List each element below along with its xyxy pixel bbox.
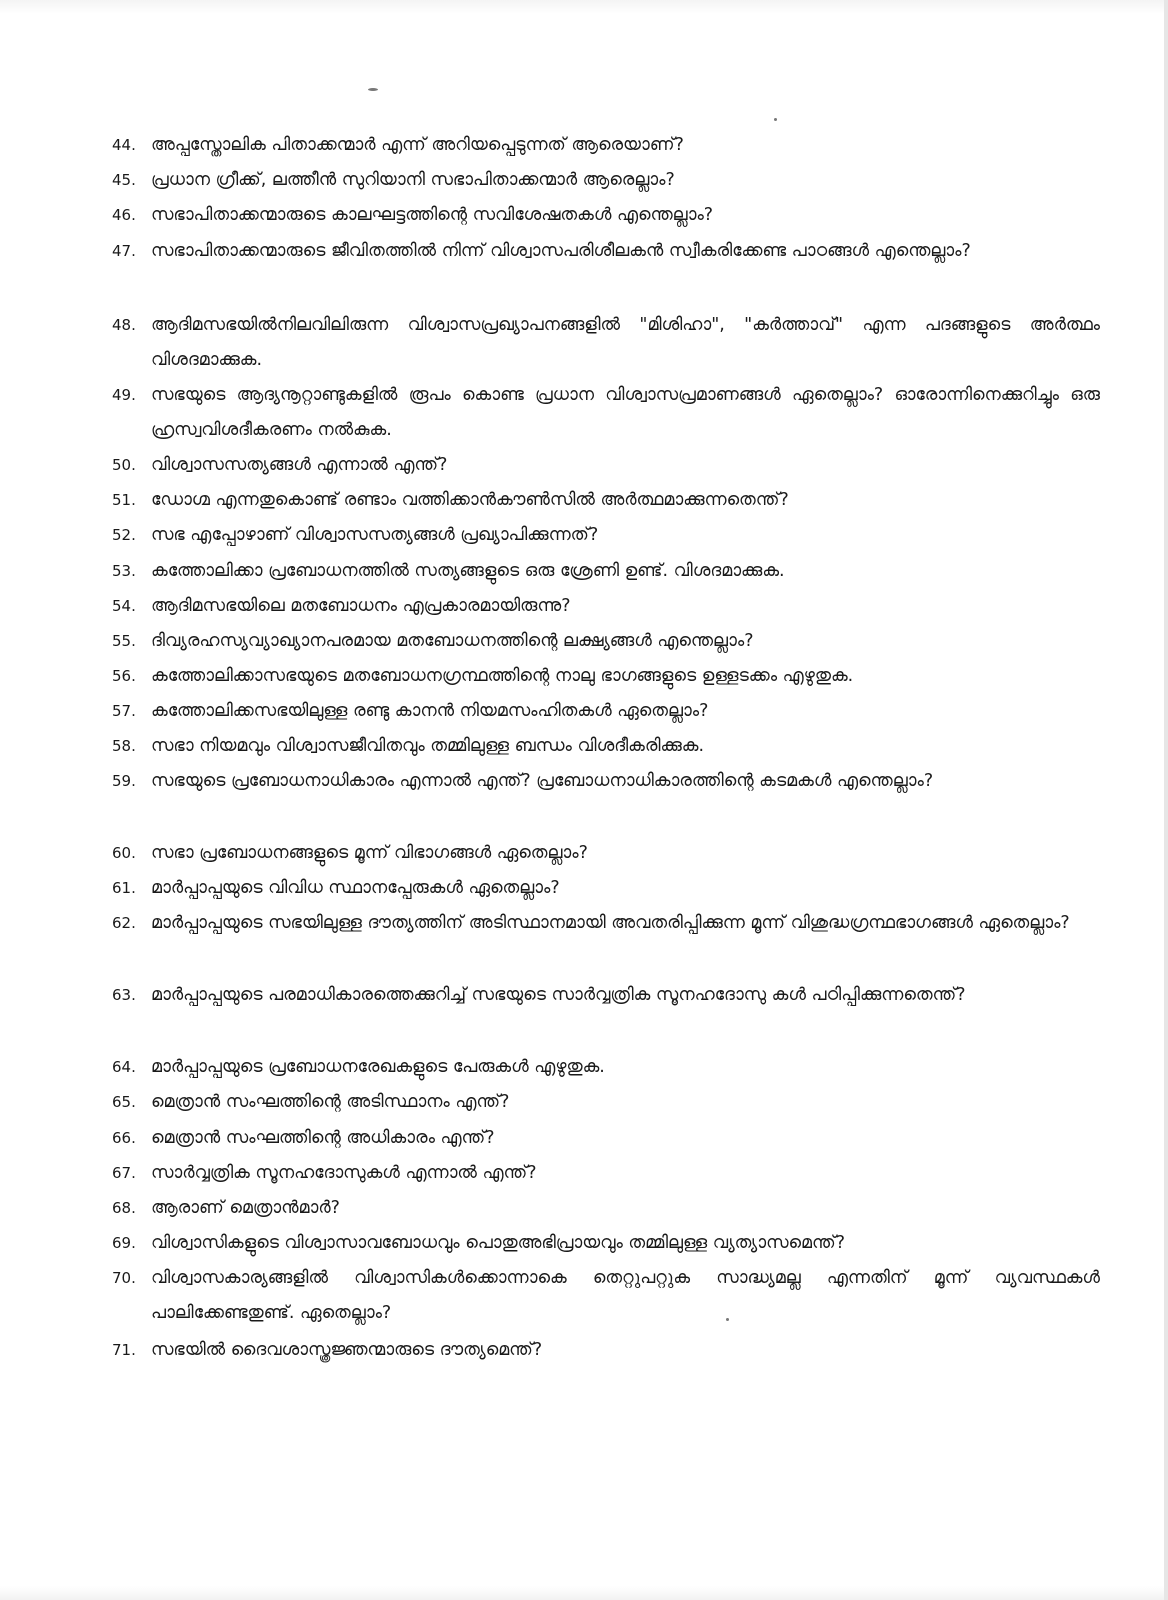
question-item xyxy=(112,1050,1100,1085)
question-text: കത്തോലിക്കാസഭയുടെ മതബോധനഗ്രന്ഥത്തിന്റെ നാലു ഭാഗങ്ങളുടെ ഉള്ളടക്കം എഴുതുക. xyxy=(151,666,854,686)
question-item xyxy=(112,198,1100,233)
question-number: 49. xyxy=(112,386,136,404)
question-number: 67. xyxy=(112,1164,136,1182)
question-item xyxy=(112,836,1100,871)
question-number: 53. xyxy=(112,562,136,580)
question-number: 61. xyxy=(112,879,136,897)
question-item xyxy=(112,871,1100,906)
question-text: ഡോഗ്മ എന്നതുകൊണ്ട് രണ്ടാം വത്തിക്കാൻകൗൺസിൽ അർത്ഥമാക്കുന്നതെന്ത്? xyxy=(151,490,789,510)
question-number: 64. xyxy=(112,1058,136,1076)
question-number: 50. xyxy=(112,456,136,474)
question-item xyxy=(112,978,1100,1013)
question-item xyxy=(112,554,1100,589)
question-number: 71. xyxy=(112,1341,136,1359)
question-item xyxy=(112,128,1100,163)
question-text: വിശ്വാസസത്യങ്ങൾ എന്നാൽ എന്ത്? xyxy=(151,455,448,475)
question-number: 58. xyxy=(112,737,136,755)
question-text: സഭയുടെ പ്രബോധനാധികാരം എന്നാൽ എന്ത്? പ്രബോധനാധികാരത്തിന്റെ കടമകൾ എന്തെല്ലാം? xyxy=(151,771,934,791)
question-number: 52. xyxy=(112,526,136,544)
question-text: സഭയിൽ ദൈവശാസ്ത്രജ്ഞന്മാരുടെ ദൗത്യമെന്ത്? xyxy=(151,1340,543,1360)
question-item xyxy=(112,1261,1100,1331)
question-text: സഭാ പ്രബോധനങ്ങളുടെ മൂന്ന് വിഭാഗങ്ങൾ ഏതെല്ലാം? xyxy=(151,843,588,863)
question-number: 65. xyxy=(112,1093,136,1111)
question-item xyxy=(112,1085,1100,1120)
question-text: സാർവ്വത്രിക സൂനഹദോസുകൾ എന്നാൽ എന്ത്? xyxy=(151,1163,537,1183)
question-item xyxy=(112,1121,1100,1156)
question-number: 55. xyxy=(112,632,136,650)
question-number: 46. xyxy=(112,206,136,224)
question-text: കത്തോലിക്കാ പ്രബോധനത്തിൽ സത്യങ്ങളുടെ ഒരു ശ്രേണി ഉണ്ട്. വിശദമാക്കുക. xyxy=(151,561,785,581)
question-number: 69. xyxy=(112,1234,136,1252)
question-number: 47. xyxy=(112,242,136,260)
question-text: സഭ എപ്പോഴാണ് വിശ്വാസസത്യങ്ങൾ പ്രഖ്യാപിക്കുന്നത്? xyxy=(151,525,599,545)
question-number: 51. xyxy=(112,491,136,509)
question-text: മാർപ്പാപ്പയുടെ സഭയിലുള്ള ദൗത്യത്തിന് അടിസ്ഥാനമായി അവതരിപ്പിക്കുന്ന മൂന്ന് വിശുദ്ധഗ്രന്ഥഭാഗങ്ങൾ ഏതെല്ലാം? xyxy=(151,913,1070,933)
question-item xyxy=(112,906,1100,941)
question-item xyxy=(112,163,1100,198)
question-text: പ്രധാന ഗ്രീക്ക്, ലത്തീൻ സുറിയാനി സഭാപിതാക്കന്മാർ ആരെല്ലാം? xyxy=(151,170,675,190)
question-number: 56. xyxy=(112,667,136,685)
question-number: 44. xyxy=(112,136,136,154)
question-number: 68. xyxy=(112,1199,136,1217)
question-item xyxy=(112,1333,1100,1368)
question-text: സഭയുടെ ആദ്യനൂറ്റാണ്ടുകളിൽ രൂപം കൊണ്ട പ്രധാന വിശ്വാസപ്രമാണങ്ങൾ ഏതെല്ലാം? ഓരോന്നിനെക്കുറിച്ചും ഒരു ഹ്രസ്വവിശദീകരണം നൽകുക. xyxy=(151,385,1100,440)
question-number: 60. xyxy=(112,844,136,862)
question-number: 63. xyxy=(112,986,136,1004)
question-item xyxy=(112,624,1100,659)
question-number: 45. xyxy=(112,171,136,189)
question-number: 59. xyxy=(112,772,136,790)
question-text: സഭാപിതാക്കന്മാരുടെ കാലഘട്ടത്തിന്റെ സവിശേഷതകൾ എന്തെല്ലാം? xyxy=(151,205,714,225)
question-item xyxy=(112,1191,1100,1226)
question-text: ആദിമസഭയിലെ മതബോധനം എപ്രകാരമായിരുന്നു? xyxy=(151,596,571,616)
question-text: മാർപ്പാപ്പയുടെ പരമാധികാരത്തെക്കുറിച്ച് സഭയുടെ സാർവ്വത്രിക സൂനഹദോസു കൾ പഠിപ്പിക്കുന്നതെന്ത്? xyxy=(151,985,966,1005)
question-text: സഭാ നിയമവും വിശ്വാസജീവിതവും തമ്മിലുള്ള ബന്ധം വിശദീകരിക്കുക. xyxy=(151,736,705,756)
question-item xyxy=(112,518,1100,553)
question-text: കത്തോലിക്കസഭയിലുള്ള രണ്ടു കാനൻ നിയമസംഹിതകൾ ഏതെല്ലാം? xyxy=(151,701,709,721)
question-text: മാർപ്പാപ്പയുടെ വിവിധ സ്ഥാനപ്പേരുകൾ ഏതെല്ലാം? xyxy=(151,878,560,898)
question-number: 57. xyxy=(112,702,136,720)
question-item xyxy=(112,1226,1100,1261)
question-number: 70. xyxy=(112,1269,136,1287)
question-text: മെത്രാൻ സംഘത്തിന്റെ അധികാരം എന്ത്? xyxy=(151,1128,495,1148)
question-item xyxy=(112,764,1100,799)
question-text: സഭാപിതാക്കന്മാരുടെ ജീവിതത്തിൽ നിന്ന് വിശ്വാസപരിശീലകൻ സ്വീകരിക്കേണ്ട പാഠങ്ങൾ എന്തെല്ലാം? xyxy=(151,241,971,261)
question-item xyxy=(112,234,1100,269)
question-number: 62. xyxy=(112,914,136,932)
page-edge xyxy=(1164,0,1168,1600)
question-number: 66. xyxy=(112,1129,136,1147)
question-text: ആരാണ് മെത്രാൻമാർ? xyxy=(151,1198,340,1218)
question-text: അപ്പസ്തോലിക പിതാക്കന്മാർ എന്ന് അറിയപ്പെടുന്നത് ആരെയാണ്? xyxy=(151,135,684,155)
question-item xyxy=(112,483,1100,518)
question-text: വിശ്വാസികളുടെ വിശ്വാസാവബോധവും പൊതുഅഭിപ്രായവും തമ്മിലുള്ള വ്യത്യാസമെന്ത്? xyxy=(151,1233,846,1253)
question-number: 48. xyxy=(112,316,136,334)
question-text: മെത്രാൻ സംഘത്തിന്റെ അടിസ്ഥാനം എന്ത്? xyxy=(151,1092,510,1112)
question-item xyxy=(112,694,1100,729)
question-item xyxy=(112,308,1100,378)
question-number: 54. xyxy=(112,597,136,615)
question-text: മാർപ്പാപ്പയുടെ പ്രബോധനരേഖകളുടെ പേരുകൾ എഴുതുക. xyxy=(151,1057,605,1077)
question-item xyxy=(112,589,1100,624)
question-item xyxy=(112,448,1100,483)
scan-speck xyxy=(774,118,777,121)
question-item xyxy=(112,378,1100,448)
question-item xyxy=(112,659,1100,694)
question-item xyxy=(112,729,1100,764)
question-text: ആദിമസഭയിൽനിലവിലിരുന്ന വിശ്വാസപ്രഖ്യാപനങ്ങളിൽ "മിശിഹാ", "കർത്താവ്" എന്ന പദങ്ങളുടെ അർത്ഥം വിശദമാക്കുക. xyxy=(151,315,1100,370)
question-text: വിശ്വാസകാര്യങ്ങളിൽ വിശ്വാസികൾക്കൊന്നാകെ തെറ്റുപറ്റുക സാദ്ധ്യമല്ല എന്നതിന് മൂന്ന് വ്യവസ്ഥകൾ പാലിക്കേണ്ടതുണ്ട്. ഏതെല്ലാം? xyxy=(151,1268,1100,1323)
question-item xyxy=(112,1156,1100,1191)
scan-speck xyxy=(368,88,378,91)
question-text: ദിവ്യരഹസ്യവ്യാഖ്യാനപരമായ മതബോധനത്തിന്റെ ലക്ഷ്യങ്ങൾ എന്തെല്ലാം? xyxy=(151,631,754,651)
